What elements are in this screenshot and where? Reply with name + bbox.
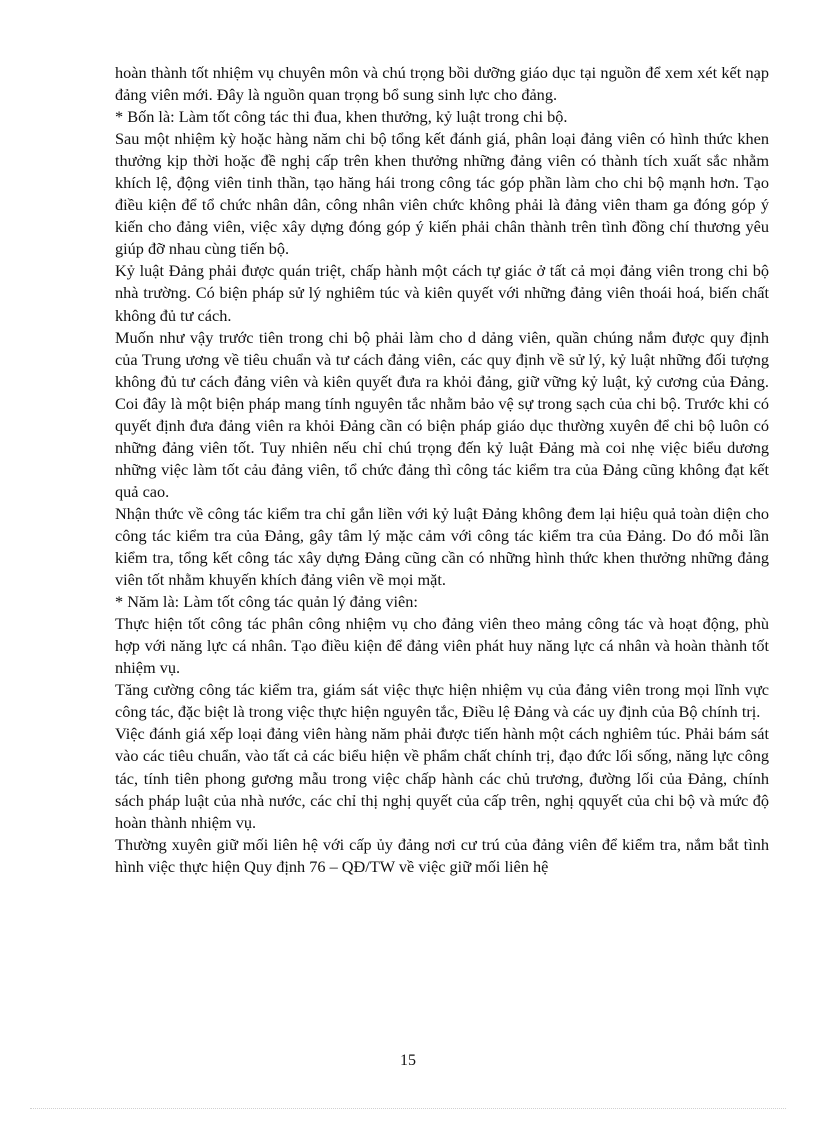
- document-body: [115, 62, 769, 878]
- paragraph-evaluation: Việc đánh giá xếp loại đảng viên hàng năm phải được tiến hành một cách nghiêm túc. Phải bám sát vào các tiêu chuẩn, vào tất cả các biểu hiện về phẩm chất chính trị, đạo đức lối sống, năng lực công tác, tính tiên phong gương mẫu trong việc chấp hành các chủ trương, đường lối của Đảng, chính sách pháp luật của nhà nước, các chỉ thị nghị quyết của cấp trên, nghị qquyết của chi bộ và mức độ hoàn thành nhiệm vụ.: [115, 724, 769, 832]
- paragraph-inspection-awareness: Nhận thức về công tác kiểm tra chỉ gắn liền với kỷ luật Đảng không đem lại hiệu quả toàn diện cho công tác kiểm tra của Đảng, gây tâm lý mặc cảm với công tác kiểm tra của Đảng. Do đó mỗi lần kiểm tra, tổng kết công tác xây dựng Đảng cũng cần có những hình thức khen thưởng những đảng viên tốt nhằm khuyến khích đảng viên về mọi mặt.: [115, 503, 769, 590]
- heading-point-four: * Bốn là: Làm tốt công tác thi đua, khen thưởng, kỷ luật trong chi bộ.: [115, 107, 568, 127]
- paragraph-rewards: Sau một nhiệm kỳ hoặc hàng năm chi bộ tổng kết đánh giá, phân loại đảng viên có hình thức khen thưởng kịp thời hoặc đề nghị cấp trên khen thưởng những đảng viên có thành tích xuất sắc nhằm khích lệ, động viên tinh thần, tạo hăng hái trong công tác góp phần làm cho chi bộ mạnh hơn. Tạo điều kiện để tổ chức nhân dân, công nhân viên chức không phải là đảng viên tham ga đóng góp ý kiến cho đảng viên, việc xây dựng đóng góp ý kiến phải chân thành trên tình đồng chí thương yêu giúp đỡ nhau cùng tiến bộ.: [115, 129, 769, 259]
- page-bottom-divider: [30, 1108, 786, 1109]
- paragraph-continuation: hoàn thành tốt nhiệm vụ chuyên môn và chú trọng bồi dưỡng giáo dục tại nguồn để xem xét kết nạp đảng viên mới. Đây là nguồn quan trọng bổ sung sinh lực cho đảng.: [115, 63, 769, 105]
- paragraph-supervision: Tăng cường công tác kiểm tra, giám sát việc thực hiện nhiệm vụ của đảng viên trong mọi lĩnh vực công tác, đặc biệt là trong việc thực hiện nguyên tắc, Điều lệ Đảng và các uy định của Bộ chính trị.: [115, 680, 769, 722]
- paragraph-regulations: Muốn như vậy trước tiên trong chi bộ phải làm cho d dảng viên, quần chúng nắm được quy định của Trung ương về tiêu chuẩn và tư cách đảng viên, các quy định về sử lý, kỷ luật những đối tượng không đủ tư cách đảng viên và kiên quyết đưa ra khỏi đảng, giữ vững kỷ luật, kỷ cương của Đảng. Coi đây là một biện pháp mang tính nguyên tắc nhằm bảo vệ sự trong sạch của chi bộ. Trước khi có quyết định đưa đảng viên ra khỏi Đảng cần có biện pháp giáo dục thường xuyên để chi bộ luôn có những đảng viên tốt. Tuy nhiên nếu chỉ chú trọng đến kỷ luật Đảng mà coi nhẹ việc biểu dương những việc làm tốt cảu đảng viên, tổ chức đảng thì công tác kiểm tra của Đảng cũng không đạt kết quả cao.: [115, 327, 769, 501]
- page-number: 15: [400, 1052, 416, 1069]
- paragraph-task-assignment: Thực hiện tốt công tác phân công nhiệm vụ cho đảng viên theo mảng công tác và hoạt động, phù hợp với năng lực cá nhân. Tạo điều kiện để đảng viên phát huy năng lực cá nhân và hoàn thành tốt nhiệm vụ.: [115, 614, 769, 678]
- heading-point-five: * Năm là: Làm tốt công tác quản lý đảng viên:: [115, 592, 418, 612]
- paragraph-residence-contact: Thường xuyên giữ mối liên hệ với cấp ủy đảng nơi cư trú của đảng viên để kiểm tra, nắm bắt tình hình việc thực hiện Quy định 76 – QĐ/TW về việc giữ mối liên hệ: [115, 834, 769, 876]
- paragraph-party-discipline: Kỷ luật Đảng phải được quán triệt, chấp hành một cách tự giác ở tất cả mọi đảng viên trong chi bộ nhà trường. Có biện pháp sử lý nghiêm túc và kiên quyết với những đảng viên thoái hoá, biến chất không đủ tư cách.: [115, 261, 769, 325]
